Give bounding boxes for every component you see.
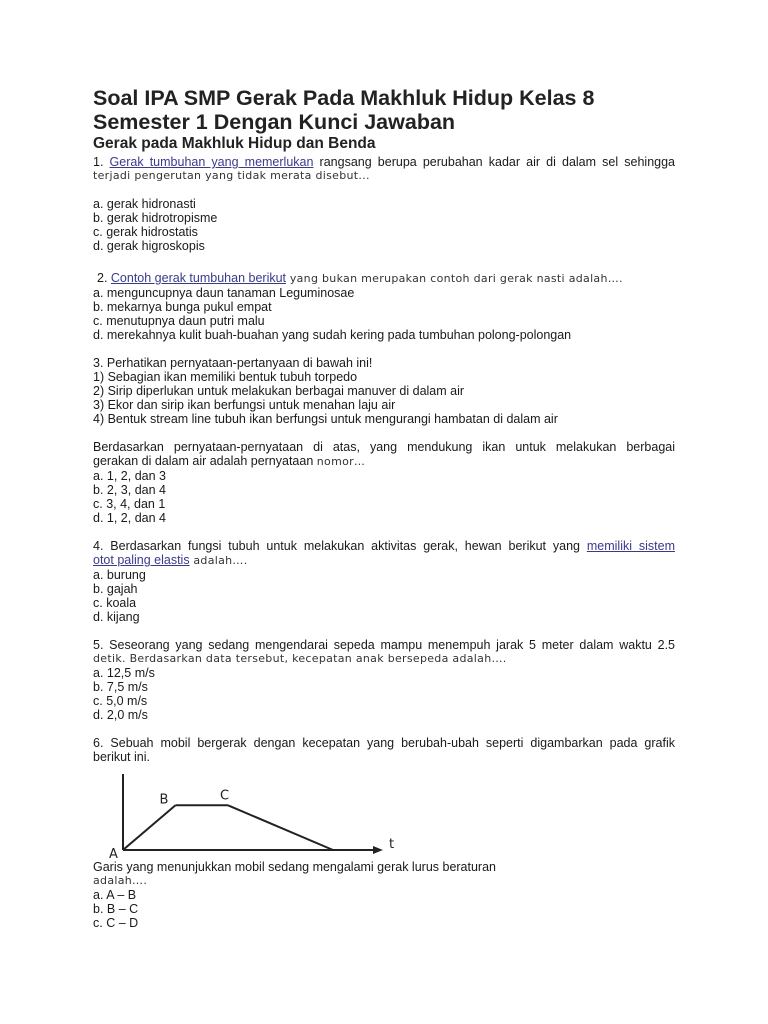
question-1: [93, 155, 675, 253]
option: c. gerak hidrostatis: [93, 225, 198, 239]
option: c. menutupnya daun putri malu: [93, 314, 265, 328]
option: b. 7,5 m/s: [93, 680, 148, 694]
question-4: [93, 539, 675, 624]
point-label-a: A: [109, 847, 118, 862]
question-6-question-line-2: adalah….: [93, 874, 148, 887]
statement: 2) Sirip diperlukan untuk melakukan berbagai manuver di dalam air: [93, 384, 465, 398]
x-axis-arrow: [373, 846, 383, 854]
question-3-question-line-2: gerakan di dalam air adalah pernyataan nomor…: [93, 454, 366, 468]
title-line-1: Soal IPA SMP Gerak Pada Makhluk Hidup Kelas 8: [93, 86, 595, 110]
option: a. gerak hidronasti: [93, 197, 196, 211]
question-5-text: 5. Seseorang yang sedang mengendarai sepeda mampu menempuh jarak 5 meter dalam waktu 2.5: [93, 638, 675, 652]
statement: 3) Ekor dan sirip ikan berfungsi untuk menahan laju air: [93, 398, 396, 412]
question-4-text: 4. Berdasarkan fungsi tubuh untuk melakukan aktivitas gerak, hewan berikut yang memiliki sistem: [93, 539, 675, 553]
question-1-text: 1. Gerak tumbuhan yang memerlukan rangsang berupa perubahan kadar air di dalam sel sehingga: [93, 155, 675, 169]
section-subtitle: Gerak pada Makhluk Hidup dan Benda: [93, 135, 376, 152]
question-4-link-2[interactable]: otot paling elastis: [93, 553, 190, 567]
option: d. 1, 2, dan 4: [93, 511, 166, 525]
velocity-time-graph: [109, 770, 417, 862]
option: a. 1, 2, dan 3: [93, 469, 166, 483]
question-1-text-line-2: terjadi pengerutan yang tidak merata disebut...: [93, 169, 370, 182]
graph-segment-a-b: [123, 805, 176, 850]
question-6-question: [93, 860, 675, 888]
question-3-question-line-1: Berdasarkan pernyataan-pernyataan di atas, yang mendukung ikan untuk melakukan berbagai: [93, 440, 675, 454]
title-line-2: Semester 1 Dengan Kunci Jawaban: [93, 110, 456, 134]
question-4-link-1[interactable]: memiliki sistem: [586, 539, 675, 553]
question-6-text-line-2: berikut ini.: [93, 750, 150, 764]
option: a. burung: [93, 568, 146, 582]
question-2-link[interactable]: Contoh gerak tumbuhan berikut: [110, 271, 287, 285]
question-2-text: 2. Contoh gerak tumbuhan berikut yang bukan merupakan contoh dari gerak nasti adalah….: [97, 271, 623, 285]
option: a. 12,5 m/s: [93, 666, 155, 680]
option: d. gerak higroskopis: [93, 239, 205, 253]
option: a. A – B: [93, 888, 137, 902]
point-label-b: B: [159, 792, 169, 808]
option: b. mekarnya bunga pukul empat: [93, 300, 272, 314]
question-1-link[interactable]: Gerak tumbuhan yang memerlukan: [109, 155, 314, 169]
statement: 1) Sebagian ikan memiliki bentuk tubuh torpedo: [93, 370, 358, 384]
question-6-question-line-1: Garis yang menunjukkan mobil sedang mengalami gerak lurus beraturan: [93, 860, 496, 874]
option: b. gajah: [93, 582, 138, 596]
question-4-text-line-2: otot paling elastis adalah….: [93, 553, 248, 567]
option: a. menguncupnya daun tanaman Leguminosae: [93, 286, 355, 300]
question-3: [93, 356, 675, 525]
graph-segment-c-d: [228, 805, 333, 850]
option: b. gerak hidrotropisme: [93, 211, 218, 225]
option: b. B – C: [93, 902, 139, 916]
question-5: [93, 638, 675, 722]
option: c. 5,0 m/s: [93, 694, 148, 708]
option: b. 2, 3, dan 4: [93, 483, 166, 497]
page-title: [93, 86, 675, 134]
question-3-intro: 3. Perhatikan pernyataan-pertanyaan di bawah ini!: [93, 356, 373, 370]
x-axis-label: t: [389, 837, 395, 852]
question-6: [93, 736, 675, 930]
question-6-text: 6. Sebuah mobil bergerak dengan kecepatan yang berubah-ubah seperti digambarkan pada grafik: [93, 736, 675, 750]
question-1-options: [93, 197, 675, 253]
document-body: [93, 86, 675, 930]
question-2: [93, 271, 675, 342]
question-3-question: [93, 440, 675, 469]
option: c. koala: [93, 596, 137, 610]
option: c. C – D: [93, 916, 139, 930]
question-5-text-line-2: detik. Berdasarkan data tersebut, kecepatan anak bersepeda adalah….: [93, 652, 507, 665]
option: d. 2,0 m/s: [93, 708, 148, 722]
option: d. merekahnya kulit buah-buahan yang sudah kering pada tumbuhan polong-polongan: [93, 328, 572, 342]
option: c. 3, 4, dan 1: [93, 497, 166, 511]
option: d. kijang: [93, 610, 140, 624]
statement: 4) Bentuk stream line tubuh ikan berfungsi untuk mengurangi hambatan di dalam air: [93, 412, 558, 426]
point-label-c: C: [220, 788, 230, 804]
